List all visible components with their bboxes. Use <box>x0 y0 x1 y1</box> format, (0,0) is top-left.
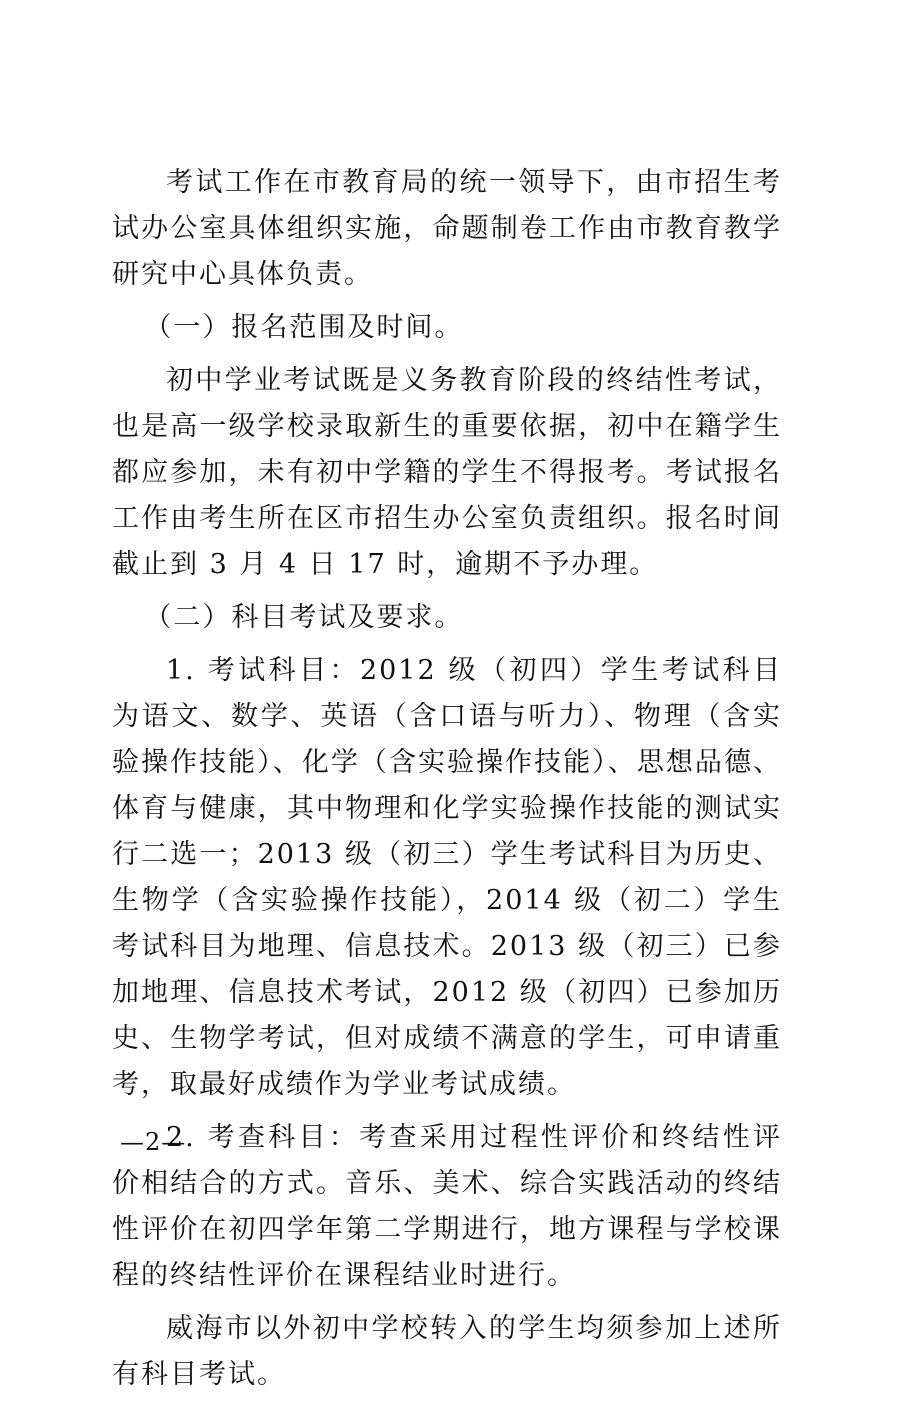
paragraph-exam-subjects: 1. 考试科目：2012 级（初四）学生考试科目为语文、数学、英语（含口语与听力）、物理（含实验操作技能）、化学（含实验操作技能）、思想品德、体育与健康，其中物理和化学实验操作技能的测试实行二选一；2013 级（初三）学生考试科目为历史、生物学（含实验操作技能），2014 级（初二）学生考试科目为地理、信息技术。2013 级（初三）已参加地理、信息技术考试，2012 级（初四）已参加历史、生物学考试，但对成绩不满意的学生，可申请重考，取最好成绩作为学业考试成绩。 <box>112 655 782 1100</box>
section-heading-registration: （一）报名范围及时间。 <box>144 312 464 343</box>
paragraph-intro: 考试工作在市教育局的统一领导下，由市招生考试办公室具体组织实施，命题制卷工作由市教育教学研究中心具体负责。 <box>112 167 782 290</box>
document-body <box>112 160 782 1405</box>
paragraph-transfer: 威海市以外初中学校转入的学生均须参加上述所有科目考试。 <box>112 1313 782 1390</box>
paragraph-assessment-subjects: 2. 考查科目：考查采用过程性评价和终结性评价相结合的方式。音乐、美术、综合实践活动的终结性评价在初四学年第二学期进行，地方课程与学校课程的终结性评价在课程结业时进行。 <box>112 1122 782 1291</box>
page-number: —2— <box>120 1128 187 1156</box>
section-heading-subjects: （二）科目考试及要求。 <box>144 602 464 633</box>
paragraph-registration: 初中学业考试既是义务教育阶段的终结性考试，也是高一级学校录取新生的重要依据，初中在籍学生都应参加，未有初中学籍的学生不得报考。考试报名工作由考生所在区市招生办公室负责组织。报名时间截止到 3 月 4 日 17 时，逾期不予办理。 <box>112 365 782 580</box>
